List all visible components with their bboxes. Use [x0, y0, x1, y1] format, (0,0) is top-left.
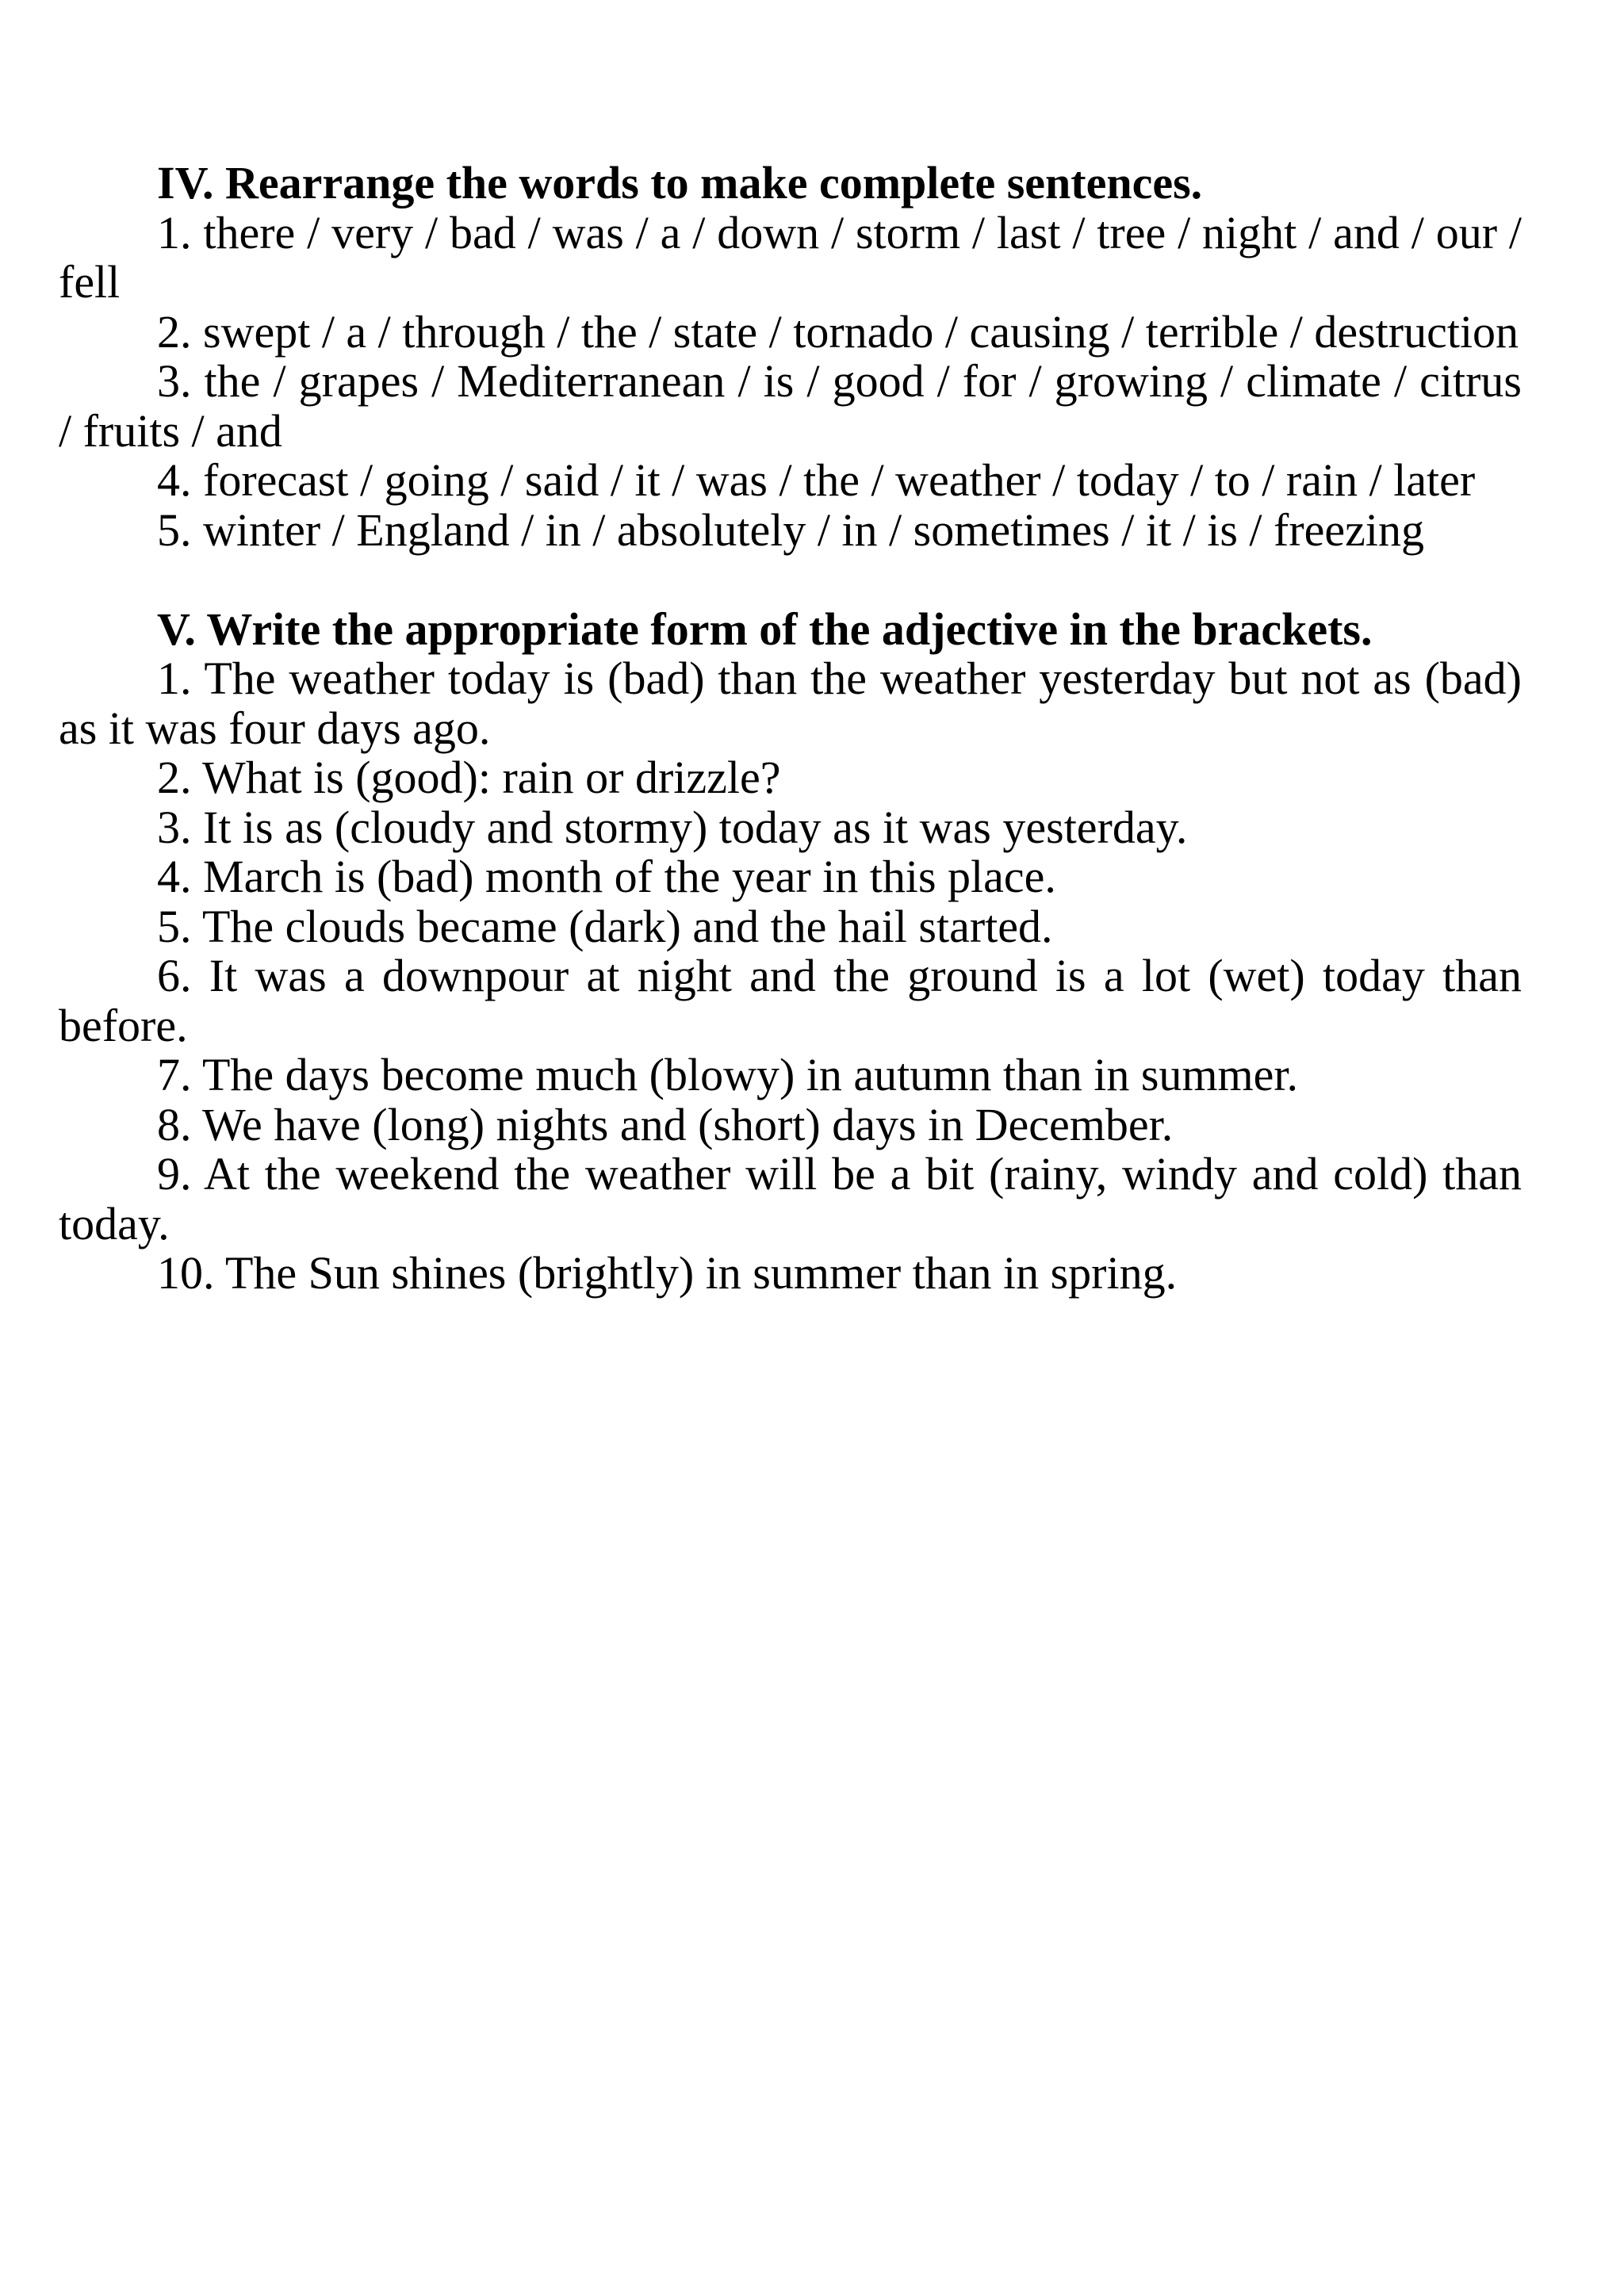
section-v-item-3: 3. It is as (cloudy and stormy) today as it was yesterday. [157, 801, 1188, 853]
section-rearrange-words [59, 159, 1522, 555]
section-iv-item-1: 1. there / very / bad / was / a / down / storm / last / tree / night / and / our / fell [59, 206, 1522, 308]
section-iv-heading: IV. Rearrange the words to make complete sentences. [157, 157, 1203, 209]
section-adjective-forms [59, 605, 1522, 1299]
section-v-item-1: 1. The weather today is (bad) than the weather yesterday but not as (bad) as it was four days ago. [59, 652, 1522, 754]
section-v-item-2: 2. What is (good): rain or drizzle? [157, 752, 781, 803]
section-iv-item-5: 5. winter / England / in / absolutely / in / sometimes / it / is / freezing [157, 503, 1424, 556]
section-v-item-6: 6. It was a downpour at night and the ground is a lot (wet) today than before. [59, 950, 1522, 1051]
section-iv-item-3: 3. the / grapes / Mediterranean / is / good / for / growing / climate / citrus / fruits / and [59, 355, 1522, 457]
section-iv-item-4: 4. forecast / going / said / it / was / the / weather / today / to / rain / later [157, 454, 1476, 506]
section-v-item-10: 10. The Sun shines (brightly) in summer than in spring. [157, 1247, 1178, 1299]
section-v-item-5: 5. The clouds became (dark) and the hail started. [157, 900, 1053, 952]
section-v-item-8: 8. We have (long) nights and (short) days in December. [157, 1098, 1174, 1150]
section-v-item-9: 9. At the weekend the weather will be a bit (rainy, windy and cold) than today. [59, 1148, 1522, 1249]
section-v-item-4: 4. March is (bad) month of the year in this place. [157, 851, 1056, 902]
section-spacer [59, 555, 1522, 605]
section-v-heading: V. Write the appropriate form of the adjective in the brackets. [157, 603, 1373, 655]
section-v-item-7: 7. The days become much (blowy) in autumn than in summer. [157, 1049, 1298, 1100]
section-iv-item-2: 2. swept / a / through / the / state / tornado / causing / terrible / destruction [157, 305, 1519, 358]
document-page [59, 159, 1522, 1299]
